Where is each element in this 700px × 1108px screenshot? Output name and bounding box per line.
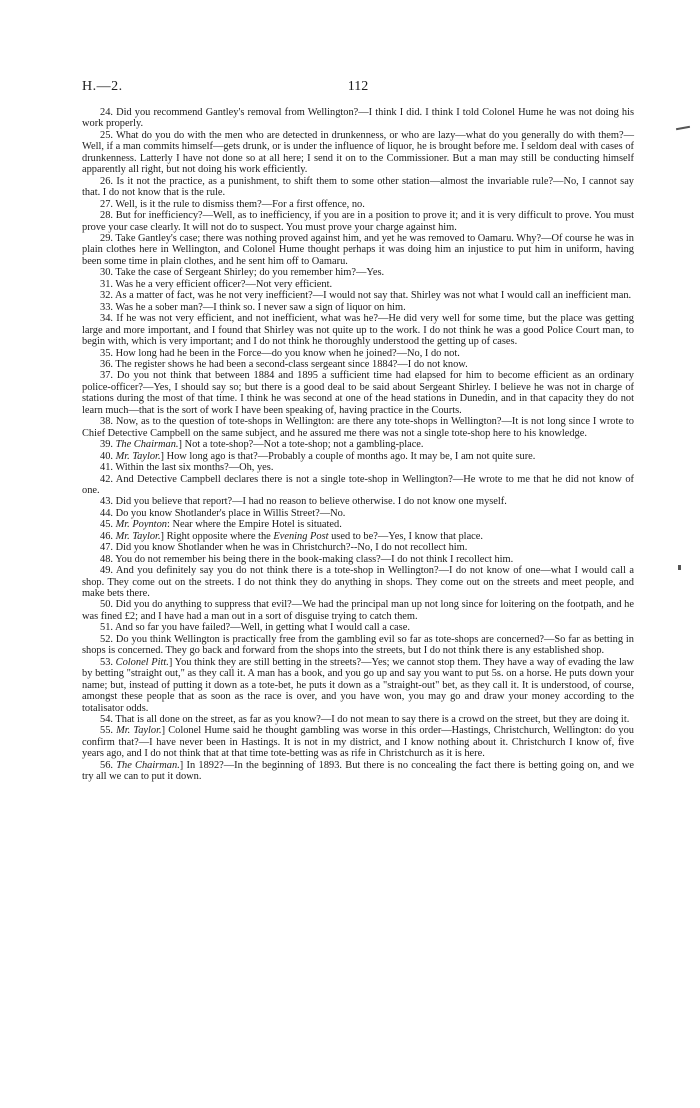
testimony-body — [82, 107, 634, 783]
testimony-paragraph: 33. Was he a sober man?—I think so. I never saw a sign of liquor on him. — [100, 301, 406, 313]
testimony-paragraph: 35. How long had he been in the Force—do you know when he joined?—No, I do not. — [100, 347, 460, 359]
testimony-paragraph: 47. Did you know Shotlander when he was in Christchurch?--No, I do not recollect him. — [100, 542, 468, 554]
testimony-paragraph: 31. Was he a very efficient officer?—Not very efficient. — [100, 278, 333, 290]
testimony-paragraph: 30. Take the case of Sergeant Shirley; do you remember him?—Yes. — [100, 267, 385, 279]
testimony-paragraph: 46. Mr. Taylor.] Right opposite where the Evening Post used to be?—Yes, I know that place. — [100, 530, 483, 542]
testimony-paragraph: 48. You do not remember his being there in the book-making class?—I do not think I recollect him. — [100, 553, 514, 565]
document-reference: H.—2. — [82, 79, 123, 94]
testimony-paragraph: 49. And you definitely say you do not think there is a tote-shop in Wellington?—I do not know of one—what I would call a shop. They come out on the streets. I do not think they do anything in shops. They come out on the streets and meet people, and make bets there. — [82, 565, 634, 600]
testimony-paragraph: 55. Mr. Taylor.] Colonel Hume said he thought gambling was worse in this order—Hastings, Christchurch, Wellington: do you confirm that?—I have never been in Hastings. It is not in my district, and I know nothing about it. Christchurch I know of, five years ago, and I do not think that at that time tote-betting was as rife in Christchurch as it is here. — [82, 725, 634, 760]
testimony-paragraph: 27. Well, is it the rule to dismiss them?—For a first offence, no. — [100, 198, 365, 210]
testimony-paragraph: 32. As a matter of fact, was he not very inefficient?—I would not say that. Shirley was not what I would call an inefficient man. — [100, 290, 632, 302]
testimony-paragraph: 45. Mr. Poynton: Near where the Empire Hotel is situated. — [100, 519, 342, 531]
testimony-paragraph: 28. But for inefficiency?—Well, as to inefficiency, if you are in a position to prove it; and it is very difficult to prove. You must prove your case clearly. It will not do to suspect. You must prove your charge against him. — [82, 210, 634, 233]
margin-mark — [678, 565, 681, 570]
testimony-paragraph: 39. The Chairman.] Not a tote-shop?—Not a tote-shop; not a gambling-place. — [100, 439, 424, 451]
margin-mark — [676, 126, 690, 130]
testimony-paragraph: 36. The register shows he had been a second-class sergeant since 1884?—I do not know. — [100, 358, 468, 370]
testimony-paragraph: 44. Do you know Shotlander's place in Willis Street?—No. — [100, 507, 346, 519]
testimony-paragraph: 41. Within the last six months?—Oh, yes. — [100, 462, 274, 474]
testimony-paragraph: 53. Colonel Pitt.] You think they are still betting in the streets?—Yes; we cannot stop them. They have a way of evading the law by betting "straight out," as they call it. A man has a book, and you go up and say you want to put 5s. on a horse. He puts down your name; but, instead of putting it down as a tote-bet, he puts it down as a "straight-out" bet, as they call it. It is understood, of course, amongst these people that as soon as the race is over, and you have won, you may go and draw your money according to the totalisator odds. — [82, 656, 635, 714]
testimony-paragraph: 24. Did you recommend Gantley's removal from Wellington?—I think I did. I think I told Colonel Hume he was not doing his work properly. — [82, 107, 634, 130]
testimony-paragraph: 25. What do you do with the men who are detected in drunkenness, or who are lazy—what do you generally do with them?—Well, if a man commits himself—gets drunk, or is under the influence of liquor, he is brought before me. I seldom deal with cases of drunkenness. Latterly I have not done so at all here; I send it on to the Commissioner. But a man may still be conducting himself apparently all right, but not doing his work efficiently. — [82, 129, 634, 176]
testimony-paragraph: 42. And Detective Campbell declares there is not a single tote-shop in Wellington?—He wrote to me that he did not know of one. — [82, 473, 634, 496]
testimony-paragraph: 43. Did you believe that report?—I had no reason to believe otherwise. I do not know one myself. — [100, 496, 507, 508]
testimony-paragraph: 29. Take Gantley's case; there was nothing proved against him, and yet he was removed to Oamaru. Why?—Of course he was in plain clothes here in Wellington, and Colonel Hume thought perhaps it was doing him an injustice to put him in uniform, having been some time in plain clothes, and he sent him off to Oamaru. — [82, 232, 634, 267]
testimony-paragraph: 37. Do you not think that between 1884 and 1895 a sufficient time had elapsed for him to become efficient as an ordinary police-officer?—Yes, I should say so; but there is a good deal to be said about Sergeant Shirley. I believe he was not in charge of stations during the most of that time. I think he was second at one of the head stations in Dunedin, and in that capacity they do not learn much—that is the sort of work I have been speaking of, having practice in the Courts. — [82, 370, 634, 416]
testimony-paragraph: 56. The Chairman.] In 1892?—In the beginning of 1893. But there is no concealing the fact there is betting going on, and we try all we can to put it down. — [82, 759, 634, 783]
testimony-paragraph: 52. Do you think Wellington is practically free from the gambling evil so far as tote-shops are concerned?—So far as betting in shops is concerned. They go back and forward from the shops into the streets, but I do not think there is any established shop. — [82, 633, 634, 657]
page-number: 112 — [347, 79, 369, 94]
testimony-paragraph: 54. That is all done on the street, as far as you know?—I do not mean to say there is a crowd on the street, but they are doing it. — [100, 714, 630, 726]
testimony-paragraph: 38. Now, as to the question of tote-shops in Wellington: are there any tote-shops in Wellington?—It is not long since I wrote to Chief Detective Campbell on the same subject, and he assured me there was not a single tote-shop here to his knowledge. — [82, 416, 634, 439]
testimony-paragraph: 40. Mr. Taylor.] How long ago is that?—Probably a couple of months ago. It may be, I am not quite sure. — [100, 450, 536, 462]
testimony-paragraph: 50. Did you do anything to suppress that evil?—We had the principal man up not long since for loitering on the footpath, and he was fined £2; and I have had a man out in a sort of disguise trying to catch them. — [82, 599, 634, 622]
testimony-paragraph: 26. Is it not the practice, as a punishment, to shift them to some other station—almost the invariable rule?—No, I cannot say that. I do not know that is the rule. — [82, 175, 634, 199]
testimony-paragraph: 34. If he was not very efficient, and not inefficient, what was he?—He did very well for some time, but the place was getting large and more important, and I found that Shirley was not quite up to the work. I do not think he was a good Police Court man, to begin with, which is very important; and I do not think he thoroughly understood the getting up of cases. — [82, 313, 634, 348]
page-header — [82, 79, 634, 97]
testimony-paragraph: 51. And so far you have failed?—Well, in getting what I would call a case. — [100, 622, 410, 634]
